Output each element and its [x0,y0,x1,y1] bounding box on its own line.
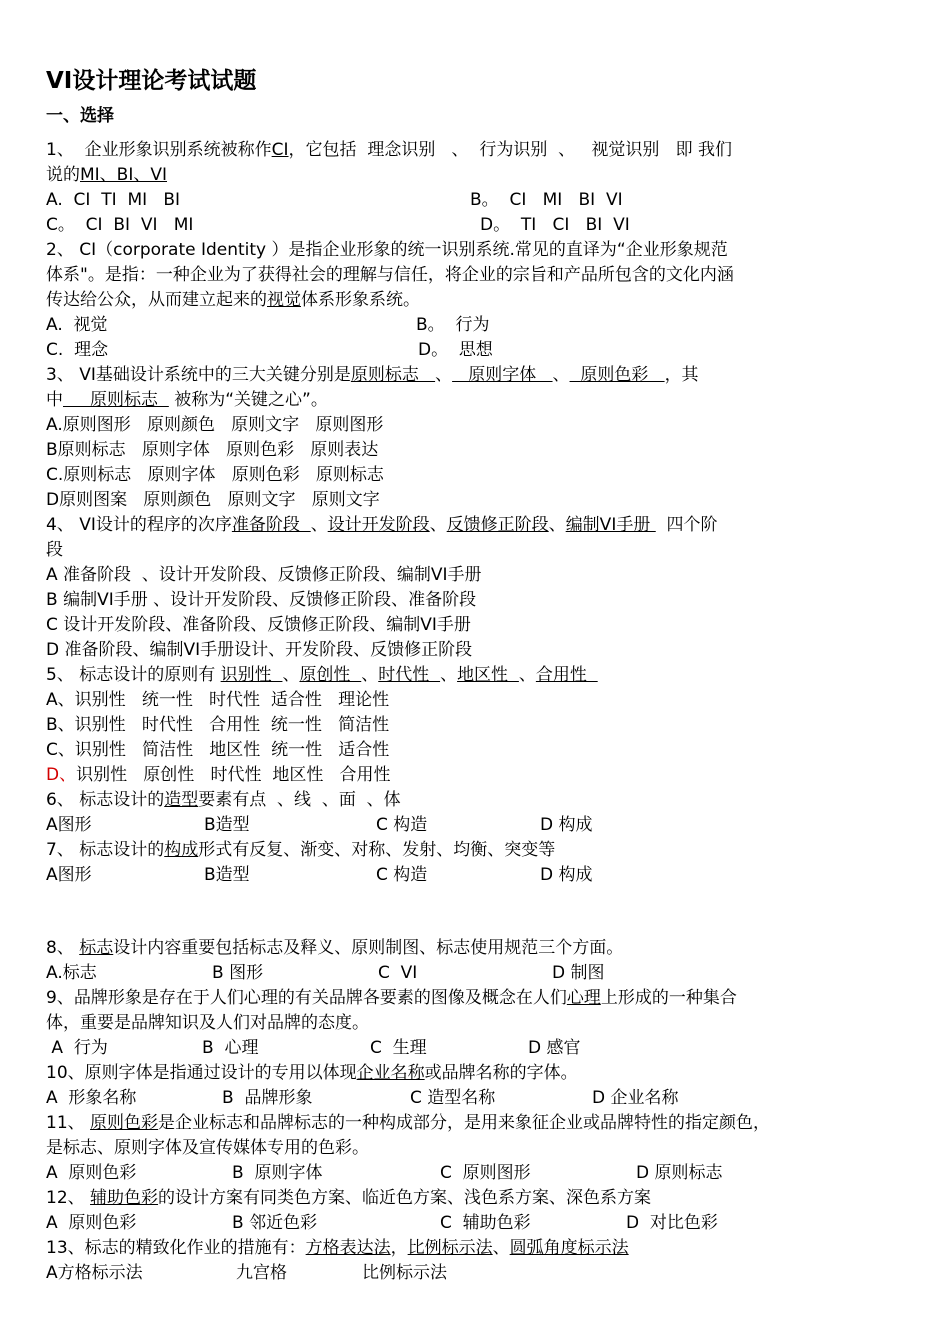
question-7-line-1: 7、 标志设计的构成形式有反复、渐变、对称、发射、均衡、突变等 [46,840,556,860]
question-2-line-1: 2、 CI（corporate Identity ）是指企业形象的统一识别系统.常见的直译为“企业形象规范 [46,240,728,260]
question-9-line-2: 体，重要是品牌知识及人们对品牌的态度。 [46,1013,369,1033]
question-13-options: A方格标示法 九宫格 比例标示法 [46,1263,447,1283]
question-6-line-1: 6、 标志设计的造型要素有点 、线 、面 、体 [46,790,401,810]
question-5-option-b: B、识别性 时代性 合用性 统一性 简洁性 [46,715,390,735]
question-5-option-c: C、识别性 简洁性 地区性 统一性 适合性 [46,740,390,760]
question-10-options: A 形象名称 B 品牌形象 C 造型名称 D 企业名称 [46,1088,679,1108]
question-4-option-b: B 编制VI手册 、设计开发阶段、反馈修正阶段、准备阶段 [46,590,477,610]
page-title: VI设计理论考试试题 [46,68,257,94]
question-11-line-2: 是标志、原则字体及宣传媒体专用的色彩。 [46,1138,369,1158]
question-3-option-d: D原则图案 原则颜色 原则文字 原则文字 [46,490,380,510]
question-5-option-d: D、识别性 原创性 时代性 地区性 合用性 [46,765,391,785]
question-3-option-a: A.原则图形 原则颜色 原则文字 原则图形 [46,415,384,435]
question-12-options: A 原则色彩 B 邻近色彩 C 辅助色彩 D 对比色彩 [46,1213,718,1233]
question-5-line-1: 5、 标志设计的原则有 识别性 、原创性 、时代性 、地区性 、合用性 [46,665,598,685]
answer-marker: D、 [46,765,77,785]
question-11-line-1: 11、 原则色彩是企业标志和品牌标志的一种构成部分，是用来象征企业或品牌特性的指定颜色， [46,1113,771,1133]
question-3-option-b: B原则标志 原则字体 原则色彩 原则表达 [46,440,379,460]
question-3-line-1: 3、 VI基础设计系统中的三大关键分别是原则标志 、 原则字体 、 原则色彩 ，其 [46,365,699,385]
question-9-line-1: 9、品牌形象是存在于人们心理的有关品牌各要素的图像及概念在人们心理上形成的一种集合 [46,988,737,1008]
question-5-option-a: A、识别性 统一性 时代性 适合性 理论性 [46,690,390,710]
question-4-option-c: C 设计开发阶段、准备阶段、反馈修正阶段、编制VI手册 [46,615,471,635]
question-2-options-row-1: A. 视觉 B。 行为 [46,315,490,335]
question-4-line-2: 段 [46,540,63,560]
question-4-line-1: 4、 VI设计的程序的次序准备阶段 、设计开发阶段、反馈修正阶段、编制VI手册 四个阶 [46,515,718,535]
question-1-options-row-1: A. CI TI MI BI B。 CI MI BI VI [46,190,623,210]
question-6-options: A图形 B造型 C 构造 D 构成 [46,815,593,835]
question-2-line-3: 传达给公众，从而建立起来的视觉体系形象系统。 [46,290,420,310]
question-4-option-a: A 准备阶段 、设计开发阶段、反馈修正阶段、编制VI手册 [46,565,482,585]
question-1-line-1: 1、 企业形象识别系统被称作CI，它包括 理念识别 、 行为识别 、 视觉识别 即 我们 [46,140,732,160]
question-1-line-2: 说的MI、BI、VI [46,165,168,185]
question-9-options: A 行为 B 心理 C 生理 D 感官 [46,1038,581,1058]
question-7-options: A图形 B造型 C 构造 D 构成 [46,865,593,885]
question-1-options-row-2: C。 CI BI VI MI D。 TI CI BI VI [46,215,630,235]
question-2-line-2: 体系"。是指：一种企业为了获得社会的理解与信任，将企业的宗旨和产品所包含的文化内涵 [46,265,734,285]
question-8-options: A.标志 B 图形 C VI D 制图 [46,963,605,983]
question-12-line-1: 12、 辅助色彩的设计方案有同类色方案、临近色方案、浅色系方案、深色系方案 [46,1188,652,1208]
question-8-line-1: 8、 标志设计内容重要包括标志及释义、原则制图、标志使用规范三个方面。 [46,938,624,958]
question-3-line-2: 中 原则标志 被称为“关键之心”。 [46,390,328,410]
question-10-line-1: 10、原则字体是指通过设计的专用以体现企业名称或品牌名称的字体。 [46,1063,578,1083]
question-4-option-d: D 准备阶段、编制VI手册设计、开发阶段、反馈修正阶段 [46,640,473,660]
question-2-options-row-2: C. 理念 D。 思想 [46,340,493,360]
question-3-option-c: C.原则标志 原则字体 原则色彩 原则标志 [46,465,384,485]
question-13-line-1: 13、标志的精致化作业的措施有：方格表达法，比例标示法、圆弧角度标示法 [46,1238,629,1258]
section-heading: 一、选择 [46,106,114,126]
question-11-options: A 原则色彩 B 原则字体 C 原则图形 D 原则标志 [46,1163,723,1183]
